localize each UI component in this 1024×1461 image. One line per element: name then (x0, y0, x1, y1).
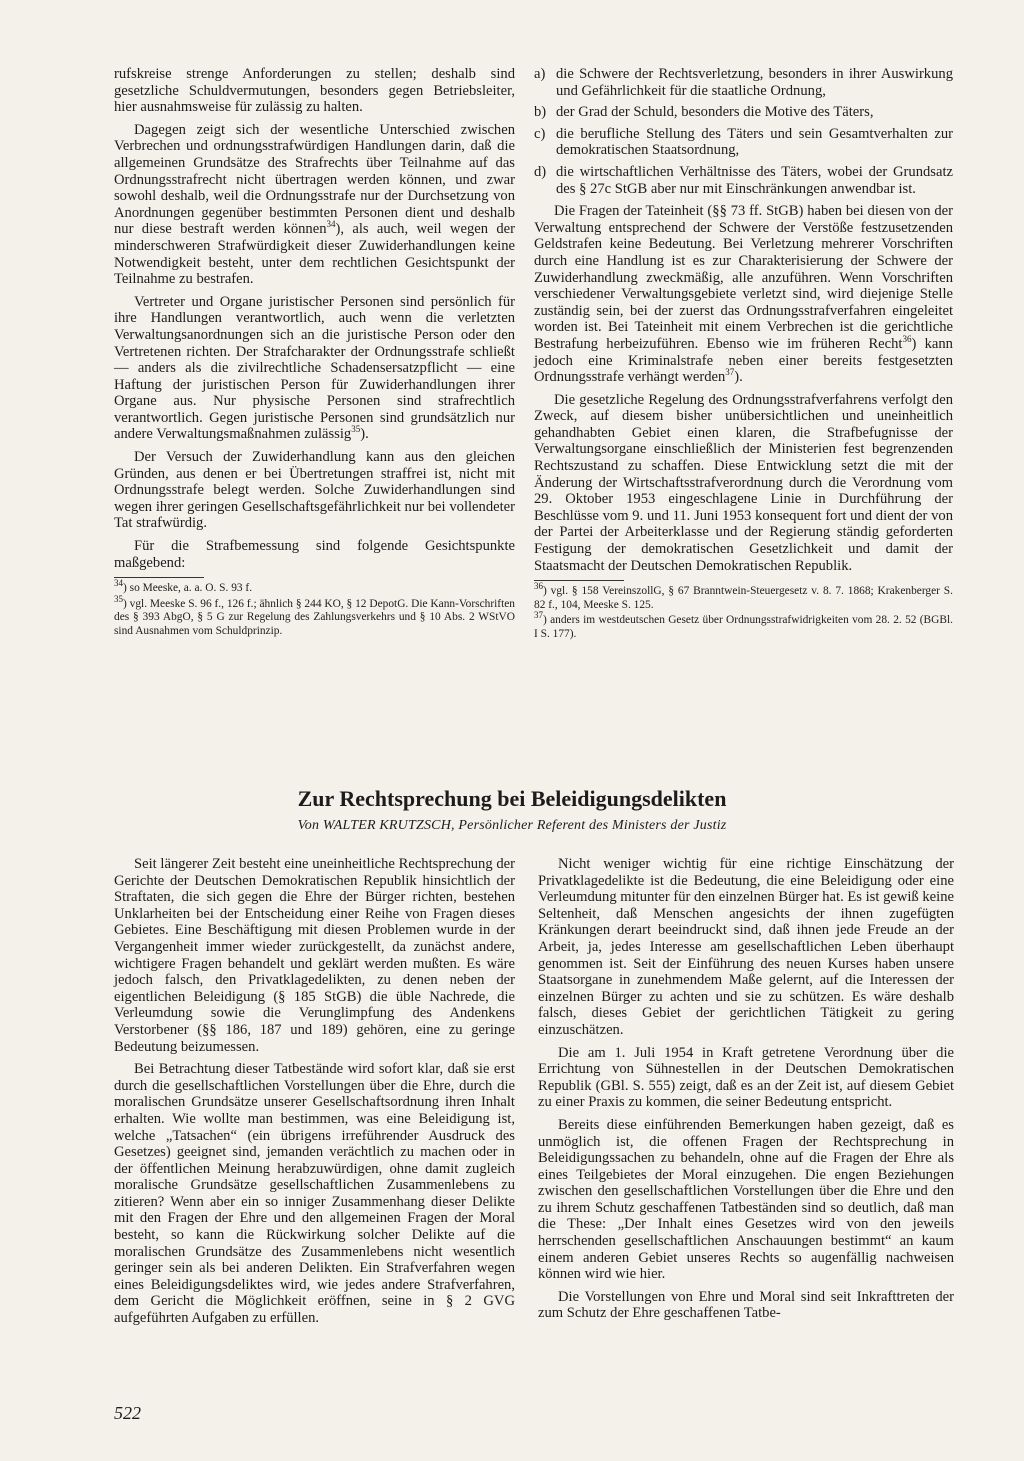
footnote-ref: 34 (326, 219, 336, 230)
article-left-column (114, 856, 515, 1333)
paragraph: Bei Betrachtung dieser Tatbestände wird sofort klar, daß sie erst durch die gesellschaftlichen Vorstellungen über die Ehre, durch die moralischen Grundsätze unserer Gesellschaftsordnung ihren Inhalt erhalten. Wie wollte man bestimmen, was eine Beleidigung ist, welche „Tatsachen“ (ein übrigens irreführender Ausdruck des Gesetzes) geeignet sind, jemanden verächtlich zu machen oder in der öffentlichen Meinung herabzuwürdigen, ohne damit zugleich moralische Grundsätze gesellschaftlichen Zusammenlebens zu zitieren? Wenn aber ein so inniger Zusammenhang dieser Delikte mit den Fragen der Ehre und den allgemeinen Fragen der Moral besteht, so kann die Rückwirkung solcher Delikte auf die moralischen Grundsätze des Zusammenlebens nicht wesentlich geringer sein als bei anderen Delikten. Ein Strafverfahren wegen eines Beleidigungsdeliktes wird, wie jedes andere Strafverfahren, dem Gericht die Möglichkeit eröffnen, seine in § 2 GVG aufgeführten Aufgaben zu erfüllen. (114, 1061, 515, 1327)
paragraph: Für die Strafbemessung sind folgende Gesichtspunkte maßgebend: (114, 538, 515, 571)
paragraph: Die am 1. Juli 1954 in Kraft getretene Verordnung über die Errichtung von Sühnestellen in der Deutschen Demokratischen Republik (GBl. S. 555) zeigt, daß es an der Zeit ist, auf diesem Gebiet zu einer Praxis zu kommen, die seiner Bedeutung entspricht. (538, 1044, 954, 1111)
footnote-divider (534, 580, 624, 581)
list-item: c) die berufliche Stellung des Täters und sein Gesamtverhalten zur demokratischen Staatsordnung, (534, 125, 953, 159)
paragraph: Die Fragen der Tateinheit (§§ 73 ff. StGB) haben bei diesen von der Verwaltung entsprechend der Schwere der Verstöße festzusetzenden Geldstrafen keine Bedeutung. Bei Verletzung mehrerer Vorschriften durch eine Handlung ist es zur Charakterisierung der Schwere der Zuwiderhandlung zweckmäßig, alle anzuführen. Wenn Vorschriften verschiedener Verwaltungsgebiete verletzt sind, wird diejenige Stelle zuständig sein, bei der zuerst das Ordnungsstrafverfahren eingeleitet worden ist. Bei Tateinheit mit einem Verbrechen ist die gerichtliche Bestrafung herbeizuführen. Ebenso wie im früheren Recht$^{36}$) kann jedoch eine Kriminalstrafe neben einer bereits festgesetzten Ordnungsstrafe verhängt werden$^{37}$). (534, 203, 953, 386)
list-item: b) der Grad der Schuld, besonders die Motive des Täters, (534, 104, 874, 121)
footnotes (114, 578, 515, 638)
footnote: $^{35}$) vgl. Meeske S. 96 f., 126 f.; ähnlich § 244 KO, § 12 DepotG. Die Kann-Vorschriften des § 393 AbgO, § 5 G zur Regelung des Zahlungsverkehrs und § 10 Abs. 2 WStVO sind Ausnahmen vom Schuldprinzip. (114, 594, 515, 637)
footnote-ref: 37 (725, 367, 735, 378)
criteria-list (534, 66, 953, 197)
footnote-divider (114, 577, 204, 578)
paragraph: Seit längerer Zeit besteht eine uneinheitliche Rechtsprechung der Gerichte der Deutschen Demokratischen Republik hinsichtlich der Straftaten, die sich gegen die Ehre der Bürger richten, bestehen Unklarheiten bei der Entscheidung einer Reihe von Fragen dieses Gebietes. Eine Beschäftigung mit diesen Problemen wurde in der Vergangenheit immer wieder zurückgestellt, da zunächst andere, wichtigere Fragen behandelt und geklärt werden mußten. Es wäre jedoch falsch, den Privatklagedelikten, zu denen neben der eigentlichen Beleidigung (§ 185 StGB) die üble Nachrede, die Verleumdung sowie die Verunglimpfung des Andenkens Verstorbener (§§ 186, 187 und 189) gehören, eine zu geringe Bedeutung beizumessen. (114, 856, 515, 1055)
top-right-column (534, 66, 953, 644)
footnote: $^{36}$) vgl. § 158 VereinszollG, § 67 Branntwein-Steuergesetz v. 8. 7. 1868; Krakenberger S. 82 f., 104, Meeske S. 125. (534, 581, 953, 611)
article-byline: Von WALTER KRUTZSCH, Persönlicher Referent des Ministers der Justiz (297, 818, 727, 833)
paragraph: Nicht weniger wichtig für eine richtige Einschätzung der Privatklagedelikte ist die Bedeutung, die eine Beleidigung oder eine Verleumdung mitunter für den einzelnen Bürger hat. Es ist gewiß keine Seltenheit, daß Menschen angesichts der ihnen zugefügten Kränkungen derart beeindruckt sind, daß ihnen jede Freude an der Arbeit, ja, jedes Interesse am gesellschaftlichen Leben überhaupt genommen ist. Seit der Einführung des neuen Kurses haben unsere Staatsorgane in zunehmendem Maße gelernt, auf die Interessen der einzelnen Bürger zu achten und sie zu schützen. Es wäre deshalb falsch, dieses Gebiet der gerichtlichen Tätigkeit zu gering einzuschätzen. (538, 856, 954, 1038)
paragraph: rufskreise strenge Anforderungen zu stellen; deshalb sind gesetzliche Schuldvermutungen, besonders gegen Betriebsleiter, hier ausnahmsweise für zulässig zu halten. (114, 66, 515, 116)
page-number: 522 (114, 1403, 141, 1423)
list-item: a) die Schwere der Rechtsverletzung, besonders in ihrer Auswirkung und Gefährlichkeit für die staatliche Ordnung, (534, 66, 953, 99)
footnote: $^{34}$) so Meeske, a. a. O. S. 93 f. (114, 578, 253, 595)
footnote: $^{37}$) anders im westdeutschen Gesetz über Ordnungsstrafwidrigkeiten vom 28. 2. 52 (BGBl. I S. 177). (534, 610, 953, 640)
paragraph: Vertreter und Organe juristischer Personen sind persönlich für ihre Handlungen verantwortlich, auch wenn die verletzten Verwaltungsanordnungen sich an die juristische Person oder den Vertretenen richten. Der Strafcharakter der Ordnungsstrafe schließt — anders als die zivilrechtliche Schadensersatzpflicht — eine Haftung der juristischen Person für Zuwiderhandlungen ihrer Organe aus. Nur physische Personen sind strafrechtlich verantwortlich. Gegen juristische Personen sind grundsätzlich nur andere Verwaltungsmaßnahmen zulässig$^{35}$). (114, 293, 515, 443)
footnote-ref: 35 (351, 424, 361, 435)
article-right-column (538, 856, 954, 1328)
list-item: d) die wirtschaftlichen Verhältnisse des Täters, wobei der Grundsatz des § 27c StGB aber nur mit Einschränkungen anwendbar ist. (534, 163, 953, 197)
paragraph: Der Versuch der Zuwiderhandlung kann aus den gleichen Gründen, aus denen er bei Übertretungen straffrei ist, nicht mit Ordnungsstrafe belegt werden. Solche Zuwiderhandlungen sind wegen ihrer geringen Gesellschaftsgefährlichkeit nur bei vollendeter Tat strafwürdig. (114, 449, 515, 532)
paragraph: Die gesetzliche Regelung des Ordnungsstrafverfahrens verfolgt den Zweck, auf diesem bisher unübersichtlichen und uneinheitlich gehandhabten Gebiet einen klaren, die Strafbefugnisse der Verwaltungsorgane einschließlich der Ministerien fest begrenzenden Rechtszustand zu schaffen. Diese Entwicklung setzt die mit der Änderung der Wirtschaftsstrafverordnung durch die Verordnung vom 29. Oktober 1953 eingeschlagene Linie in Durchführung der Beschlüsse vom 9. und 11. Juni 1953 konsequent fort und dient der von der Partei der Arbeiterklasse und der Regierung ständig geforderten Festigung der demokratischen Gesetzlichkeit und damit der Staatsmacht der Deutschen Demokratischen Republik. (534, 391, 953, 574)
paragraph: Bereits diese einführenden Bemerkungen haben gezeigt, daß es unmöglich ist, die offenen Fragen der Rechtsprechung in Beleidigungssachen zu behandeln, ohne auf die Fragen der Ehre als eines Teilgebietes der Moral einzugehen. Die engen Beziehungen zwischen den gesellschaftlichen Vorstellungen über die Ehre und den zu ihrem Schutz geschaffenen Tatbeständen sind so deutlich, daß man die These: „Der Inhalt eines Gesetzes wird von den jeweils herrschenden gesellschaftlichen Anschauungen bestimmt“ an kaum einem anderen Gebiet unseres Rechts so augenfällig nachweisen können wird wie hier. (538, 1116, 954, 1283)
paragraph: Dagegen zeigt sich der wesentliche Unterschied zwischen Verbrechen und ordnungsstrafwürdigen Handlungen darin, daß die allgemeinen Grundsätze des Strafrechts über Teilnahme auf das Ordnungsstrafrecht nicht übertragen werden können, und zwar sowohl deshalb, weil die Ordnungsstrafe nur der Durchsetzung von Anordnungen gegenüber bestimmten Personen dient und deshalb nur diese bestraft werden können$^{34}$), als auch, weil wegen der minderschweren Strafwürdigkeit dieser Zuwiderhandlungen keine Notwendigkeit besteht, unter dem rechtlichen Gesichtspunkt der Teilnahme zu bestrafen. (114, 121, 515, 288)
article-title: Zur Rechtsprechung bei Beleidigungsdelikten (297, 786, 727, 811)
footnote-ref: 36 (902, 334, 912, 345)
top-left-column (114, 66, 515, 641)
footnotes (534, 581, 953, 641)
paragraph: Die Vorstellungen von Ehre und Moral sind seit Inkrafttreten der zum Schutz der Ehre geschaffenen Tatbe- (538, 1288, 954, 1322)
